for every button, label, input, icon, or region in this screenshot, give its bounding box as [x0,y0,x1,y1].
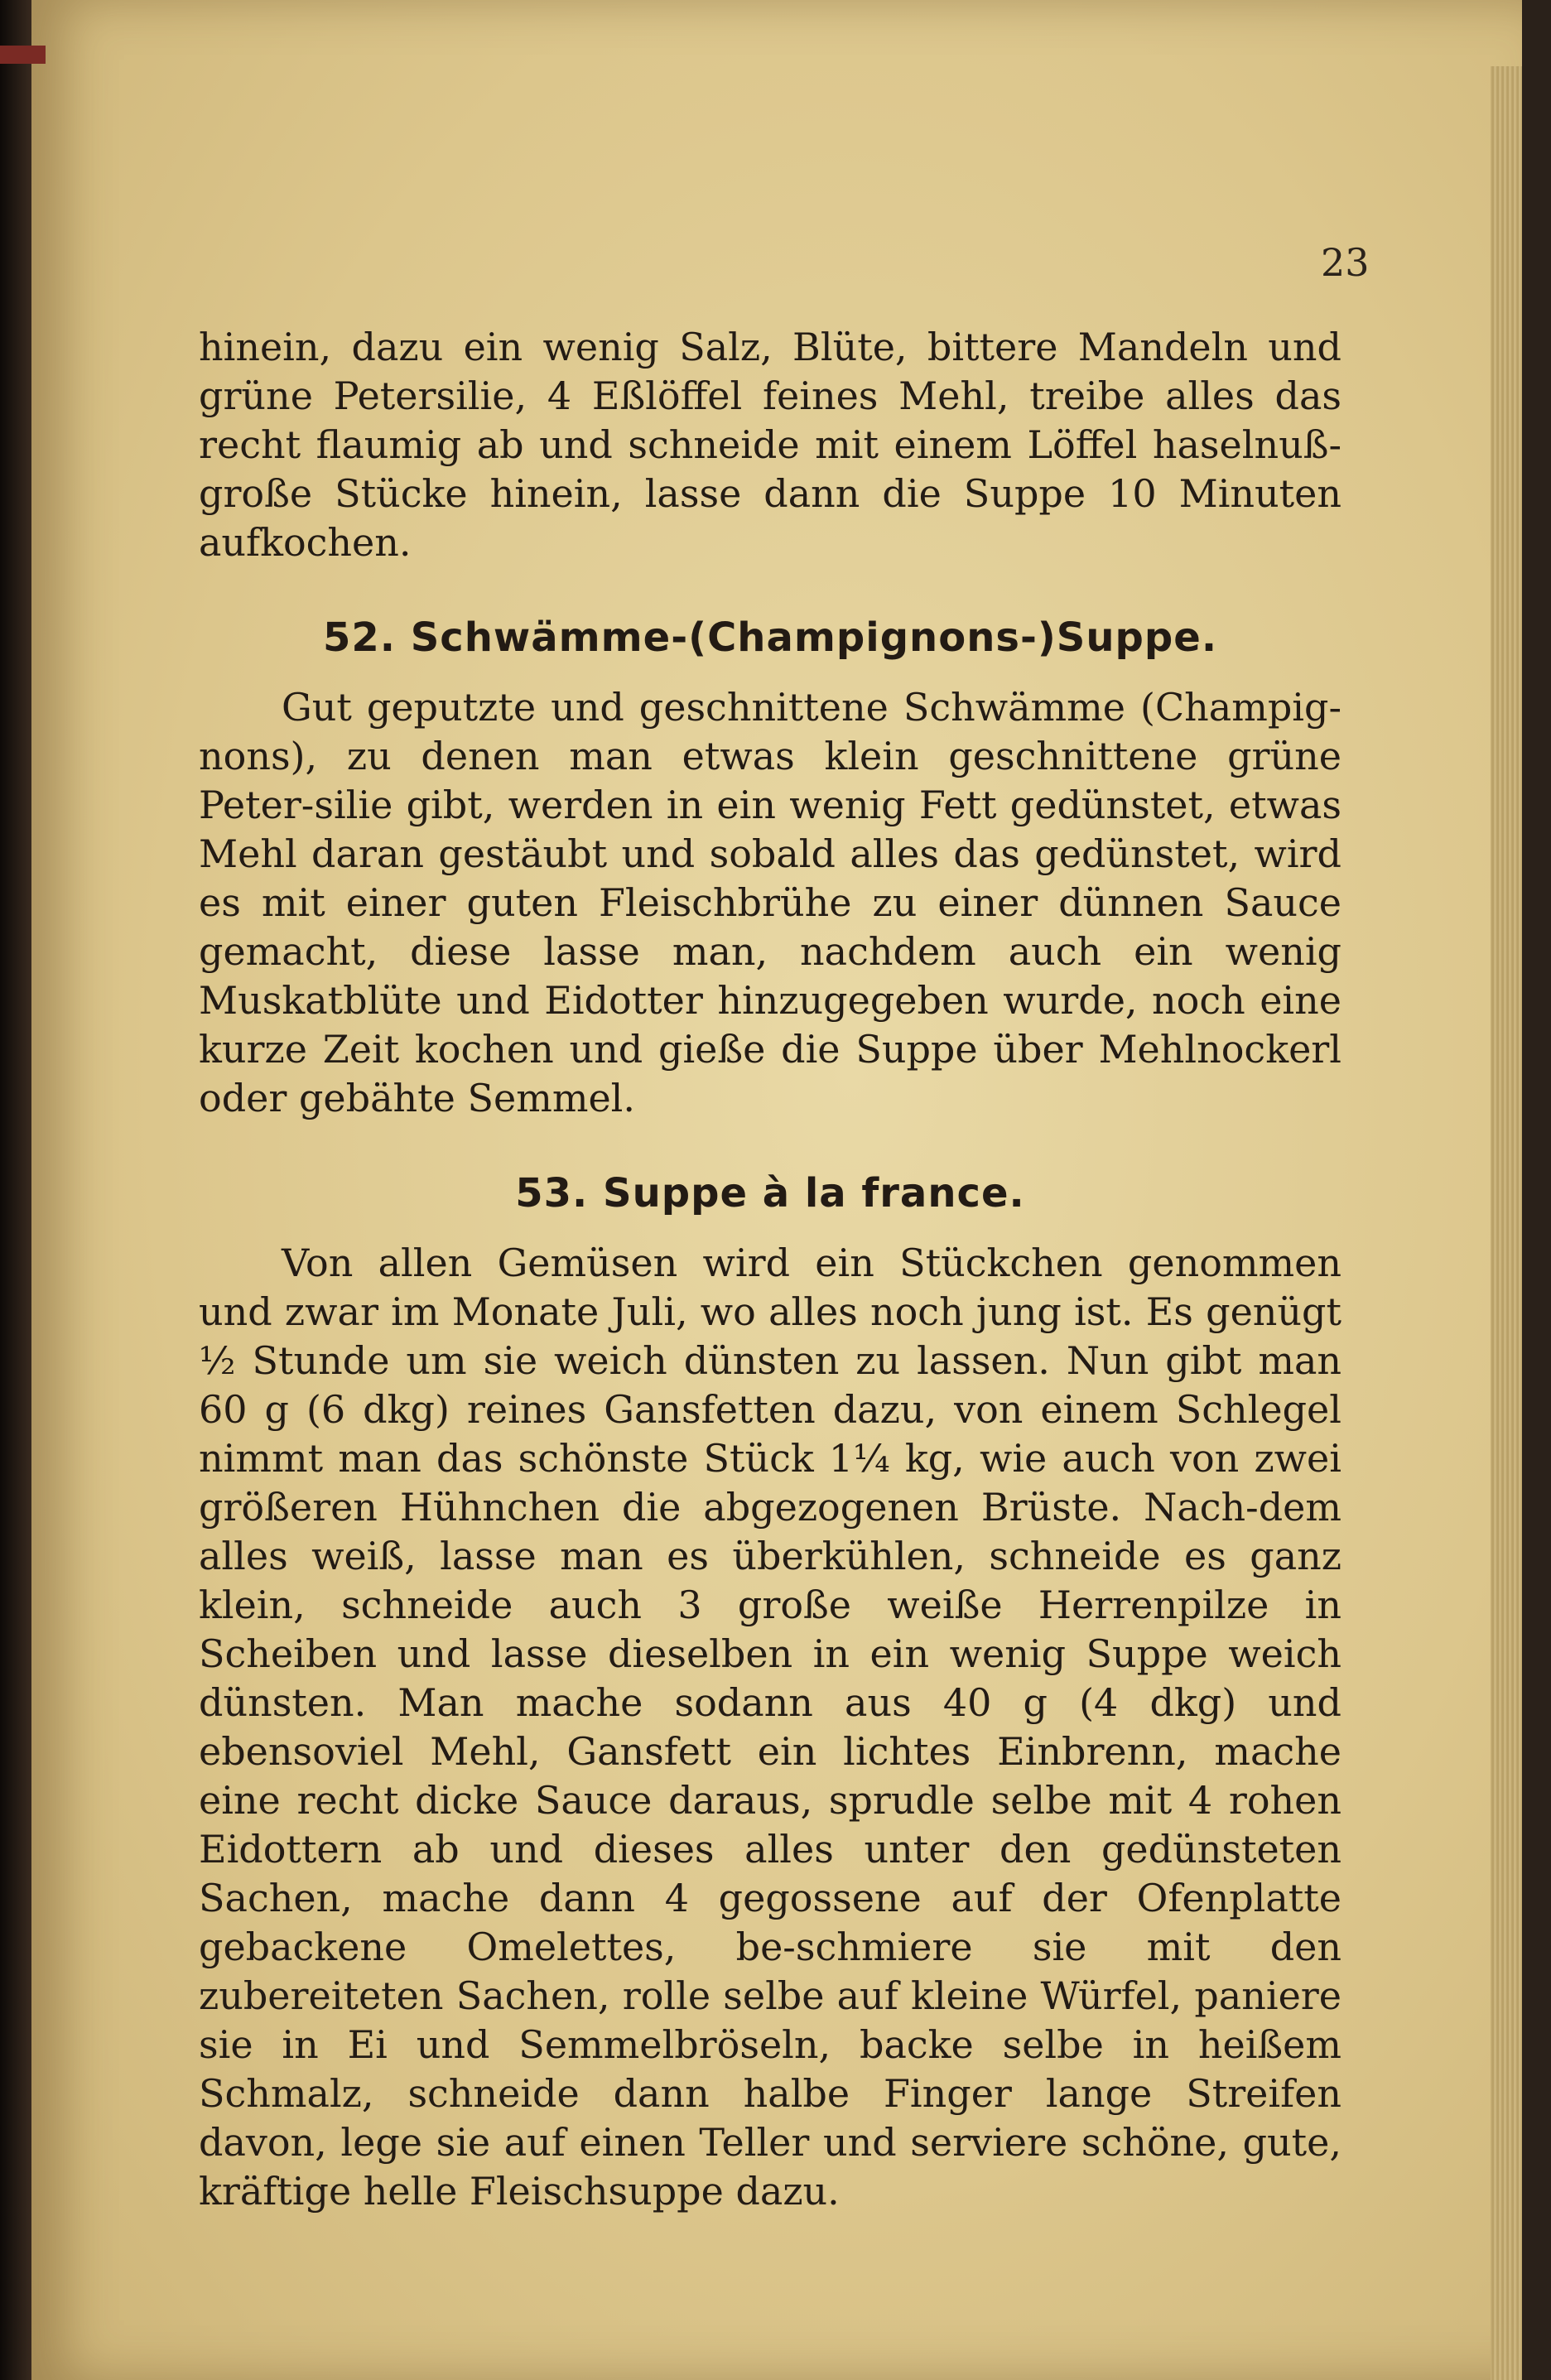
recipe-heading-52: 52. Schwämme-(Champignons-)Suppe. [322,614,1218,661]
page-edges [1491,66,1522,2380]
text-body [199,323,1341,2216]
bookmark-ribbon [0,46,46,64]
book-spine-shadow [0,0,33,2380]
page-number: 23 [1321,240,1370,285]
recipe-text-52: Gut geputzte und geschnittene Schwämme (Champig-nons), zu denen man etwas klein geschnittene grüne Peter-silie gibt, werden in ein wenig Fett gedünstet, etwas Mehl daran gestäubt und sobald alles das gedünstet, wird es mit einer guten Fleischbrühe zu einer dünnen Sauce gemacht, diese lasse man, nachdem auch ein wenig Muskatblüte und Eidotter hinzugegeben wurde, noch eine kurze Zeit kochen und gieße die Suppe über Mehlnockerl oder gebähte Semmel. [199,685,1341,1120]
recipe-text-53: Von allen Gemüsen wird ein Stückchen genommen und zwar im Monate Juli, wo alles noch jung ist. Es genügt ½ Stunde um sie weich dünsten zu lassen. Nun gibt man 60 g (6 dkg) reines Gansfetten dazu, von einem Schlegel nimmt man das schönste Stück 1¼ kg, wie auch von zwei größeren Hühnchen die abgezogenen Brüste. Nach-dem alles weiß, lasse man es überkühlen, schneide es ganz klein, schneide auch 3 große weiße Herrenpilze in Scheiben und lasse dieselben in ein wenig Suppe weich dünsten. Man mache sodann aus 40 g (4 dkg) und ebensoviel Mehl, Gansfett ein lichtes Einbrenn, mache eine recht dicke Sauce daraus, sprudle selbe mit 4 rohen Eidottern ab und dieses alles unter den gedünsteten Sachen, mache dann 4 gegossene auf der Ofenplatte gebackene Omelettes, be-schmiere sie mit den zubereiteten Sachen, rolle selbe auf kleine Würfel, paniere sie in Ei und Semmelbröseln, backe selbe in heißem Schmalz, schneide dann halbe Finger lange Streifen davon, lege sie auf einen Teller und serviere schöne, gute, kräftige helle Fleischsuppe dazu. [199,1241,1341,2214]
recipe-heading-53: 53. Suppe à la france. [515,1170,1025,1216]
paragraph-continuation: hinein, dazu ein wenig Salz, Blüte, bittere Mandeln und grüne Petersilie, 4 Eßlöffel feines Mehl, treibe alles das recht flaumig ab und schneide mit einem Löffel haselnuß-große Stücke hinein, lasse dann die Suppe 10 Minuten aufkochen. [199,325,1341,565]
